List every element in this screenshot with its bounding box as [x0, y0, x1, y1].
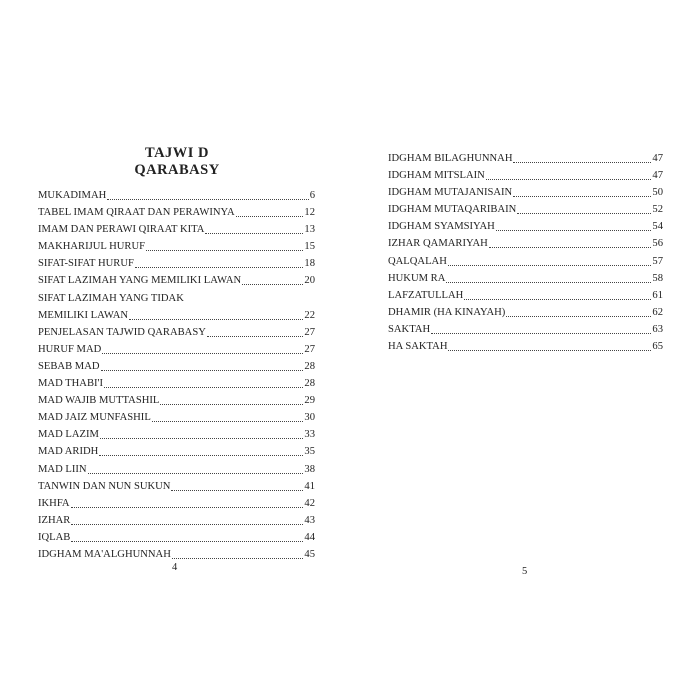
toc-entry [388, 150, 663, 167]
dot-leader [496, 219, 652, 231]
toc-entry-page: 30 [304, 412, 315, 424]
toc-entry-label: SIFAT LAZIMAH YANG MEMILIKI LAWAN [38, 275, 242, 287]
toc-entry-page: 62 [652, 306, 663, 318]
toc-entry-page: 42 [304, 497, 315, 509]
toc-entry-page: 50 [652, 187, 663, 199]
dot-leader [431, 322, 651, 334]
toc-entry-page: 28 [304, 360, 315, 372]
toc-entry-label: HUKUM RA [388, 272, 446, 284]
toc-entry-page: 63 [652, 323, 663, 335]
dot-leader [107, 188, 308, 200]
dot-leader [446, 271, 651, 283]
dot-leader [506, 305, 651, 317]
toc-entry-page: 6 [309, 190, 315, 201]
dot-leader [489, 236, 652, 248]
toc-entry-label: IDGHAM MUTAQARIBAIN [388, 204, 517, 216]
toc-entry-label: IDGHAM MA'ALGHUNNAH [38, 548, 171, 560]
toc-entry [38, 443, 315, 460]
right-page [350, 0, 700, 700]
toc-entry-label: IDGHAM SYAMSIYAH [388, 221, 495, 233]
toc-entry-page: 18 [304, 258, 315, 270]
dot-leader [205, 222, 303, 234]
toc-entry-page: 28 [304, 378, 315, 390]
toc-entry [38, 495, 315, 512]
dot-leader [513, 151, 651, 163]
toc-entry-page: 65 [652, 341, 663, 353]
toc-entry-page: 44 [304, 531, 315, 543]
toc-entry [38, 238, 315, 255]
dot-leader [517, 202, 651, 214]
dot-leader [207, 325, 304, 337]
toc-entry-label: MUKADIMAH [38, 190, 107, 201]
toc-entry-label: MAD WAJIB MUTTASHIL [38, 395, 160, 407]
toc-entry-label: IZHAR [38, 514, 71, 526]
toc-entry-page: 27 [304, 326, 315, 338]
toc-entry-label: QALQALAH [388, 255, 447, 267]
toc-entry [388, 287, 663, 304]
toc-entry [388, 304, 663, 321]
dot-leader [104, 376, 303, 388]
toc-entry [38, 290, 315, 307]
page-number-right: 5 [522, 566, 528, 577]
toc-entry [38, 529, 315, 546]
toc-entry-page: 22 [304, 309, 315, 321]
toc-entry-label: LAFZATULLAH [388, 289, 464, 301]
toc-entry-label: TABEL IMAM QIRAAT DAN PERAWINYA [38, 207, 235, 219]
toc-entry-page: 41 [304, 480, 315, 492]
toc-entry-page: 43 [304, 514, 315, 526]
toc-entry-page: 27 [304, 343, 315, 355]
toc-entry-label: IDGHAM MUTAJANISAIN [388, 187, 513, 199]
toc-list-left [38, 187, 315, 563]
toc-entry [388, 321, 663, 338]
toc-entry-label: MAD JAIZ MUNFASHIL [38, 412, 151, 424]
dot-leader [88, 462, 304, 474]
toc-entry [38, 221, 315, 238]
toc-entry-label: SIFAT-SIFAT HURUF [38, 258, 134, 270]
toc-entry-label: IQLAB [38, 531, 71, 543]
toc-entry [38, 358, 315, 375]
dot-leader [171, 479, 303, 491]
toc-entry-label: HA SAKTAH [388, 341, 448, 353]
dot-leader [100, 427, 303, 439]
dot-leader [448, 339, 651, 351]
toc-entry-label: IZHAR QAMARIYAH [388, 238, 488, 250]
toc-entry-page: 15 [304, 241, 315, 253]
toc-entry-page: 38 [304, 463, 315, 475]
toc-entry-page: 61 [652, 289, 663, 301]
dot-leader [146, 239, 303, 251]
toc-entry-page: 35 [304, 446, 315, 458]
toc-entry-label: MAD THABI'I [38, 378, 103, 390]
dot-leader [172, 547, 304, 559]
toc-entry-label: IMAM DAN PERAWI QIRAAT KITA [38, 224, 205, 236]
toc-entry [38, 307, 315, 324]
toc-entry [388, 167, 663, 184]
dot-leader [135, 256, 304, 268]
toc-entry [38, 341, 315, 358]
toc-entry-page: 52 [652, 204, 663, 216]
toc-entry [388, 201, 663, 218]
toc-entry-page: 47 [652, 170, 663, 182]
toc-entry [388, 218, 663, 235]
dot-leader [513, 185, 651, 197]
toc-entry-label: SEBAB MAD [38, 360, 100, 372]
page-number-left: 4 [172, 562, 178, 573]
toc-entry [38, 324, 315, 341]
dot-leader [160, 393, 303, 405]
toc-entry-page: 47 [652, 153, 663, 164]
toc-entry [38, 187, 315, 204]
toc-entry-page: 57 [652, 255, 663, 267]
toc-entry [388, 253, 663, 270]
toc-entry [388, 338, 663, 355]
toc-entry [38, 204, 315, 221]
dot-leader [99, 444, 303, 456]
toc-entry [38, 426, 315, 443]
toc-entry-label: IDGHAM MITSLAIN [388, 170, 485, 182]
toc-entry-page: 33 [304, 429, 315, 441]
toc-list-right [388, 150, 663, 355]
toc-entry [388, 235, 663, 252]
toc-entry-label: MAD LAZIM [38, 429, 99, 441]
dot-leader [486, 168, 652, 180]
toc-entry [388, 184, 663, 201]
toc-entry [38, 255, 315, 272]
toc-entry-label: MEMILIKI LAWAN [38, 309, 129, 321]
toc-entry-label: PENJELASAN TAJWID QARABASY [38, 326, 206, 338]
toc-entry-label: IKHFA [38, 497, 70, 509]
toc-entry [38, 461, 315, 478]
toc-entry-page: 56 [652, 238, 663, 250]
dot-leader [71, 496, 304, 508]
dot-leader [464, 288, 651, 300]
toc-entry [38, 392, 315, 409]
toc-entry [38, 478, 315, 495]
toc-entry-label: IDGHAM BILAGHUNNAH [388, 153, 513, 164]
toc-entry-label: SIFAT LAZIMAH YANG TIDAK [38, 292, 184, 304]
dot-leader [102, 342, 303, 354]
dot-leader [129, 308, 303, 320]
toc-entry-page: 20 [304, 275, 315, 287]
toc-entry [38, 375, 315, 392]
toc-entry-label: SAKTAH [388, 323, 431, 335]
toc-entry-label: MAD ARIDH [38, 446, 99, 458]
dot-leader [448, 254, 652, 266]
toc-entry-page: 54 [652, 221, 663, 233]
dot-leader [71, 513, 303, 525]
dot-leader [152, 410, 304, 422]
toc-entry-label: DHAMIR (HA KINAYAH) [388, 306, 506, 318]
dot-leader [242, 273, 303, 285]
toc-entry-label: HURUF MAD [38, 343, 102, 355]
dot-leader [101, 359, 304, 371]
dot-leader [236, 205, 304, 217]
toc-entry-page: 13 [304, 224, 315, 236]
toc-entry-page: 29 [304, 395, 315, 407]
toc-entry-label: MAD LIIN [38, 463, 87, 475]
toc-entry-page: 12 [304, 207, 315, 219]
toc-entry [388, 270, 663, 287]
toc-entry-label: MAKHARIJUL HURUF [38, 241, 146, 253]
toc-entry-label: TANWIN DAN NUN SUKUN [38, 480, 171, 492]
dot-leader [71, 530, 303, 542]
toc-entry-page: 45 [304, 548, 315, 560]
toc-entry [38, 272, 315, 289]
page-title: TAJWI D QARABASY [134, 145, 220, 178]
toc-entry [38, 546, 315, 563]
toc-entry [38, 409, 315, 426]
toc-entry [38, 512, 315, 529]
toc-entry-page: 58 [652, 272, 663, 284]
